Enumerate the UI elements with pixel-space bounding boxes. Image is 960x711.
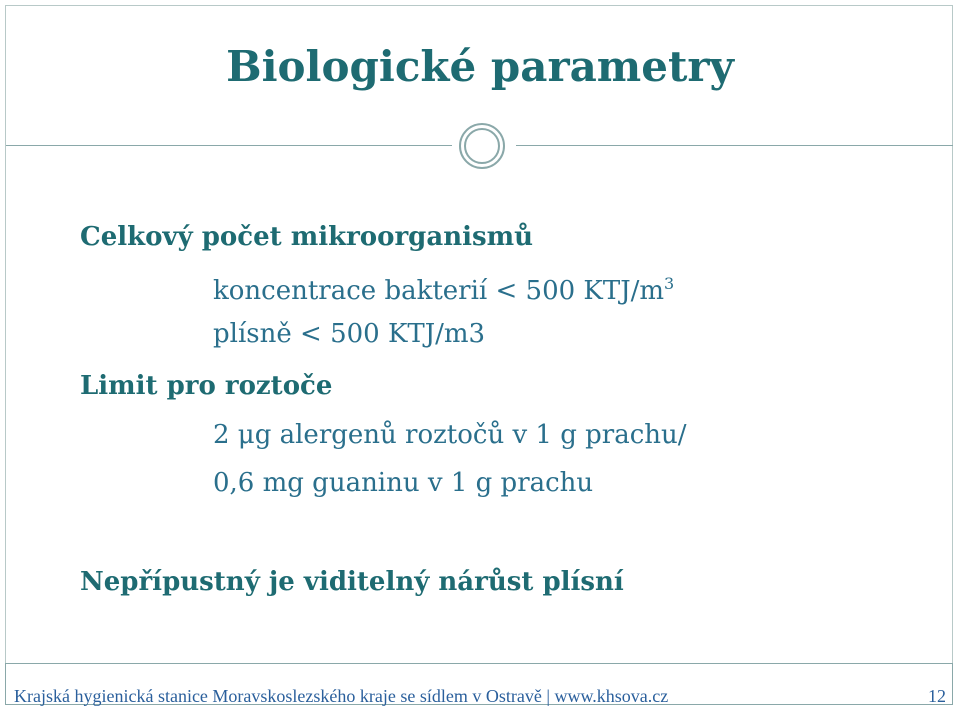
- title-divider-right: [516, 145, 953, 146]
- footer-text: Krajská hygienická stanice Moravskoslezského kraje se sídlem v Ostravě | www.khsova.cz: [14, 686, 669, 706]
- section-heading-mites: Limit pro roztoče: [80, 371, 333, 401]
- mold-limit-line: plísně < 500 KTJ/m3: [213, 319, 486, 349]
- mite-allergen-line: 2 μg alergenů roztočů v 1 g prachu/: [213, 420, 687, 450]
- title-divider-left: [6, 145, 452, 146]
- slide-frame: [5, 5, 953, 705]
- page-number: 12: [928, 686, 946, 706]
- slide-title: Biologické parametry: [226, 42, 734, 91]
- guanine-line: 0,6 mg guaninu v 1 g prachu: [213, 468, 594, 498]
- section-heading-microorganisms: Celkový počet mikroorganismů: [80, 222, 534, 252]
- circle-ornament-icon: [458, 122, 506, 170]
- bacteria-limit-superscript: 3: [664, 274, 675, 293]
- bacteria-limit-text: koncentrace bakterií < 500 KTJ/m: [213, 276, 665, 306]
- bacteria-limit-line: [213, 267, 674, 308]
- section-heading-mold-growth: Nepřípustný je viditelný nárůst plísní: [80, 567, 624, 597]
